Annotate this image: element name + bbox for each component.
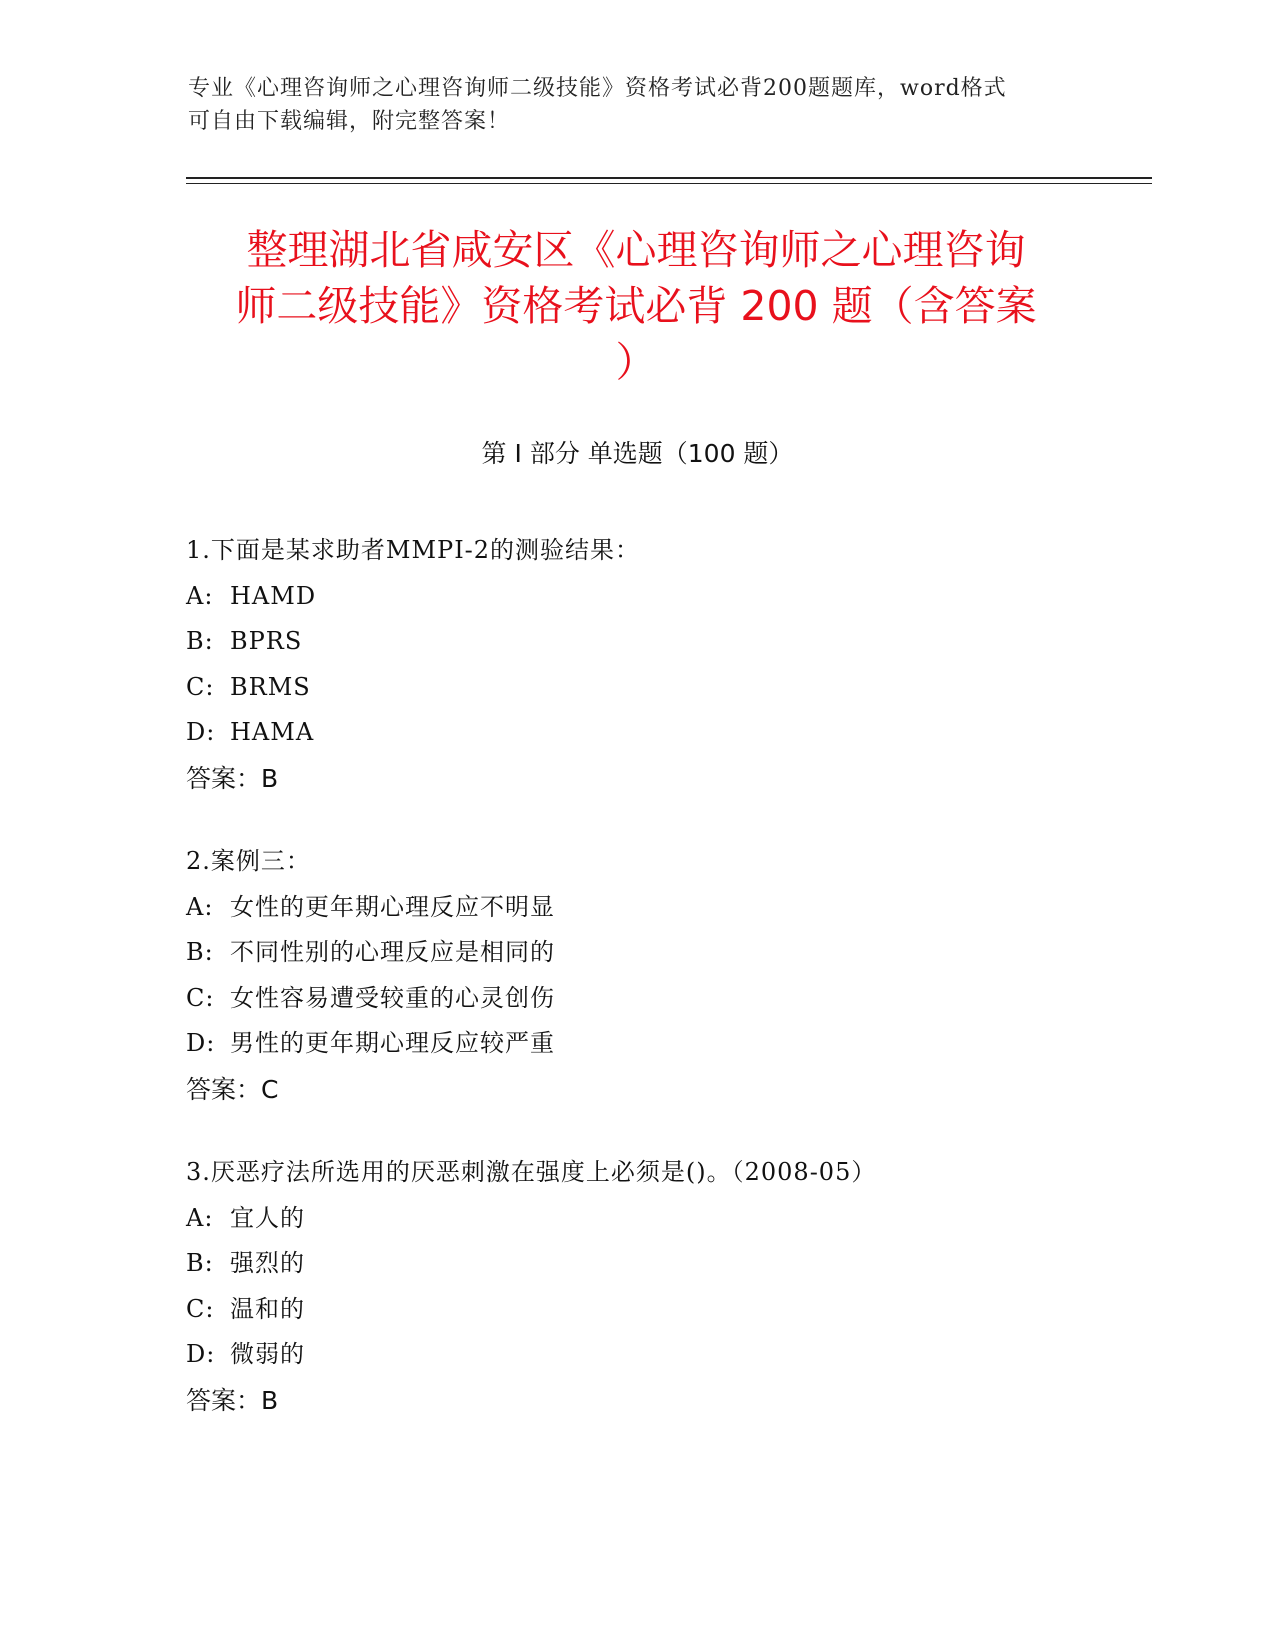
option-c	[186, 665, 1146, 711]
question-stem: 1.下面是某求助者MMPI-2的测验结果：	[186, 536, 641, 564]
option-letter: B:	[186, 938, 214, 966]
option-text: HAMD	[230, 581, 317, 610]
option-text: BPRS	[230, 627, 303, 655]
option-letter: C:	[186, 1294, 215, 1323]
document-title-line-3: ）	[615, 338, 657, 386]
option-letter: A:	[186, 1203, 214, 1232]
header-rule-thin	[186, 183, 1152, 184]
option-text: 女性容易遭受较重的心灵创伤	[230, 983, 555, 1012]
answer: 答案：C	[186, 1074, 279, 1104]
option-letter: D:	[186, 718, 216, 746]
header-note	[188, 72, 1068, 138]
question-3	[186, 1150, 1146, 1423]
header-note-line-2: 可自由下载编辑，附完整答案！	[188, 109, 511, 134]
question-stem: 2.案例三：	[186, 847, 311, 875]
option-b	[186, 1241, 1146, 1287]
option-d	[186, 1021, 1146, 1067]
option-letter: A:	[186, 892, 214, 921]
option-text: 女性的更年期心理反应不明显	[230, 892, 555, 921]
answer: 答案：B	[186, 1385, 279, 1415]
document-title-line-1: 整理湖北省咸安区《心理咨询师之心理咨询	[246, 226, 1026, 274]
option-letter: B:	[186, 627, 214, 655]
option-d	[186, 1332, 1146, 1378]
option-text: HAMA	[230, 718, 315, 746]
option-b	[186, 619, 1146, 665]
option-letter: D:	[186, 1340, 216, 1368]
option-letter: D:	[186, 1029, 216, 1057]
option-d	[186, 710, 1146, 756]
option-text: 温和的	[230, 1294, 305, 1323]
option-letter: A:	[186, 581, 214, 610]
option-c	[186, 976, 1146, 1022]
question-2	[186, 839, 1146, 1112]
answer: 答案：B	[186, 763, 279, 793]
option-a	[186, 1196, 1146, 1242]
header-note-line-1: 专业《心理咨询师之心理咨询师二级技能》资格考试必背200题题库，word格式	[188, 76, 1007, 101]
section-title: 第 I 部分 单选题（100 题）	[481, 439, 794, 468]
option-text: BRMS	[230, 672, 311, 701]
option-b	[186, 930, 1146, 976]
option-text: 男性的更年期心理反应较严重	[230, 1029, 555, 1057]
option-letter: C:	[186, 672, 215, 701]
option-text: 不同性别的心理反应是相同的	[230, 938, 555, 966]
document-title	[196, 222, 1076, 390]
option-a	[186, 885, 1146, 931]
option-text: 强烈的	[230, 1249, 305, 1277]
question-list	[186, 528, 1146, 1461]
question-stem: 3.厌恶疗法所选用的厌恶刺激在强度上必须是()。（2008-05）	[186, 1158, 877, 1186]
question-1	[186, 528, 1146, 801]
option-text: 微弱的	[230, 1340, 305, 1368]
option-letter: B:	[186, 1249, 214, 1277]
option-letter: C:	[186, 983, 215, 1012]
document-title-line-2: 师二级技能》资格考试必背 200 题（含答案	[235, 282, 1037, 330]
option-a	[186, 574, 1146, 620]
option-c	[186, 1287, 1146, 1333]
option-text: 宜人的	[230, 1203, 305, 1232]
header-rule-thick	[186, 177, 1152, 179]
